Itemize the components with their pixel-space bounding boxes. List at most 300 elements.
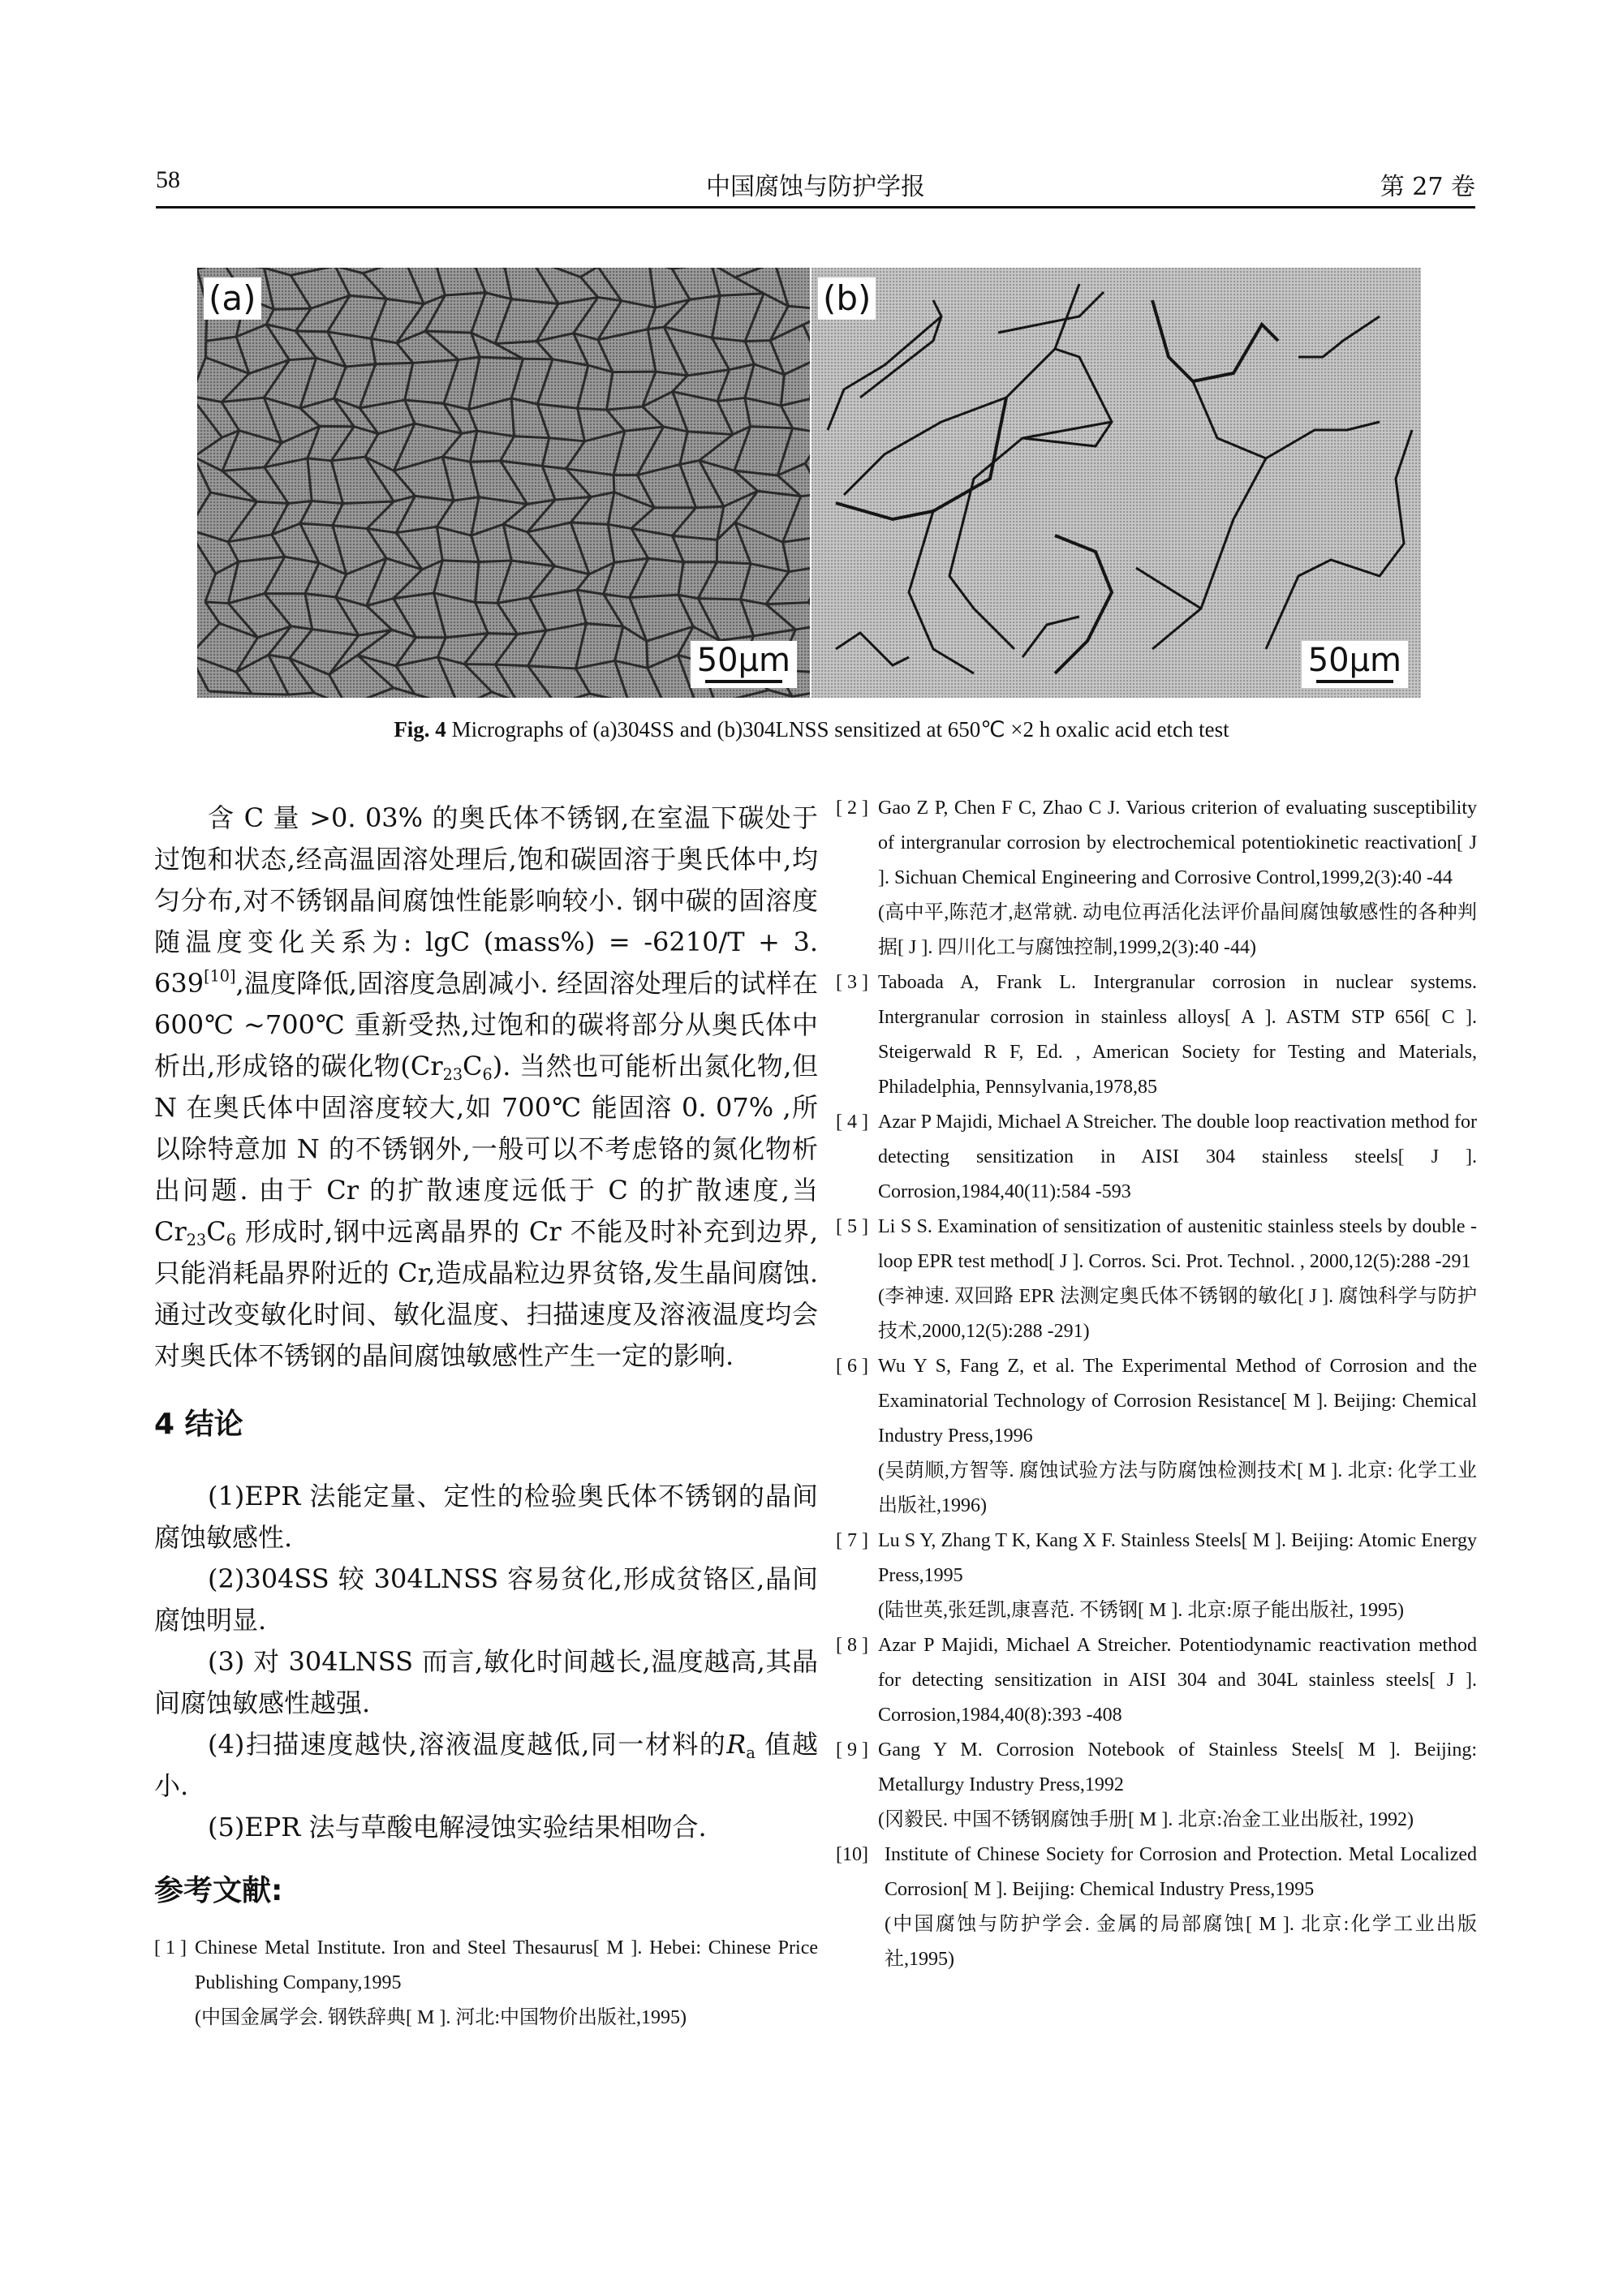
grain-boundary: [590, 694, 629, 698]
grain-boundary: [331, 457, 365, 461]
page-number: 58: [156, 166, 180, 193]
grain-boundary: [434, 561, 443, 593]
symbol: R: [726, 1729, 747, 1760]
grain-boundary: [477, 431, 514, 436]
grain-boundary: [711, 268, 720, 295]
grain-boundary: [495, 299, 511, 344]
grain-boundary: [615, 660, 648, 668]
grain-boundary: [405, 363, 413, 400]
grain-boundary: [272, 535, 285, 557]
grain-boundary: [462, 431, 477, 433]
grain-boundary: [329, 635, 359, 674]
grain-boundary: [584, 431, 624, 441]
grain-boundary: [577, 590, 604, 594]
grain-boundary: [741, 600, 766, 604]
reference-en: Institute of Chinese Society for Corrosion and Protection. Metal Localized Corrosion[ M ]. Beijing: Chemical Industry Press,1995: [885, 1844, 1477, 1900]
grain-boundary: [434, 593, 446, 638]
grain-boundary: [228, 542, 239, 561]
grain-boundary: [1193, 381, 1380, 458]
reference-zh: (中国金属学会. 钢铁辞典[ M ]. 河北:中国物价出版社,1995): [195, 2007, 687, 2028]
grain-boundary: [576, 669, 590, 694]
grain-boundary: [501, 461, 527, 504]
grain-boundary: [745, 364, 754, 398]
conclusion-item: (5)EPR 法与草酸电解浸蚀实验结果相吻合.: [208, 1812, 707, 1842]
conclusion-item: (1)EPR 法能定量、定性的检验奥氏体不锈钢的晶间腐蚀敏感性.: [154, 1481, 818, 1553]
grain-boundary: [673, 535, 684, 561]
grain-boundary: [735, 268, 775, 277]
grain-boundary: [464, 664, 492, 692]
text-run: C: [206, 1216, 226, 1247]
grain-boundary: [687, 432, 733, 435]
grain-boundary: [576, 623, 587, 669]
grain-boundary: [476, 602, 489, 633]
grain-boundary: [542, 466, 555, 500]
grain-boundary: [265, 594, 291, 626]
grain-boundary: [471, 535, 479, 562]
reference-en: Gang Y M. Corrosion Notebook of Stainless Steels[ M ]. Beijing: Metallurgy Industry Press,1992: [878, 1739, 1477, 1795]
grain-boundary: [712, 338, 745, 341]
grain-boundary: [197, 268, 223, 269]
grain-boundary: [735, 277, 764, 294]
grain-boundary: [1152, 458, 1266, 649]
grain-boundary: [305, 563, 319, 594]
grain-boundary: [288, 693, 314, 694]
grain-boundary: [396, 533, 422, 570]
scale-bar-label-a: 50μm: [696, 642, 790, 679]
grain-boundary: [205, 358, 248, 374]
grain-boundary: [290, 630, 312, 659]
grain-boundary: [300, 523, 319, 563]
grain-boundary: [678, 595, 698, 598]
grain-boundary: [844, 284, 1079, 495]
grain-boundary: [197, 530, 228, 542]
grain-boundary: [606, 406, 642, 410]
grain-boundary: [555, 497, 591, 500]
grain-boundary: [205, 574, 216, 602]
grain-boundary: [745, 342, 754, 364]
grain-boundary: [497, 603, 518, 634]
grain-boundary: [570, 522, 608, 524]
scale-bar-b: [1302, 641, 1408, 688]
grain-boundary: [580, 268, 597, 277]
grain-boundary: [329, 674, 347, 698]
grain-boundary: [413, 359, 458, 363]
grain-boundary: [606, 410, 624, 431]
grain-boundary: [578, 365, 588, 408]
grain-boundary: [469, 410, 477, 432]
grain-boundary: [608, 524, 614, 562]
reference-item: [836, 1838, 1477, 1977]
grain-boundary: [265, 467, 288, 504]
reference-number: [ 1 ]: [154, 1937, 187, 1958]
grain-boundary: [454, 497, 479, 501]
reference-zh: (李神速. 双回路 EPR 法测定奥氏体不锈钢的敏化[ J ]. 腐蚀科学与防护技术,2000,12(5):288 -291): [878, 1286, 1477, 1342]
subscript: 6: [482, 1064, 493, 1084]
grain-boundary: [783, 497, 801, 543]
grain-boundary: [648, 329, 656, 372]
grain-boundary: [647, 641, 648, 668]
grain-boundary: [598, 301, 622, 340]
grain-boundary: [613, 475, 614, 492]
grain-boundary: [256, 501, 288, 503]
grain-boundary: [696, 506, 724, 507]
grain-boundary: [464, 634, 488, 664]
grain-boundary: [734, 471, 777, 475]
grain-boundary: [712, 338, 729, 369]
grain-boundary: [649, 268, 656, 307]
grain-boundary: [367, 599, 394, 606]
grain-boundary: [291, 268, 335, 275]
grain-boundary: [331, 427, 354, 461]
grain-boundary: [1022, 617, 1079, 657]
grain-network-b: [812, 268, 1421, 698]
grain-boundary: [228, 535, 272, 542]
grain-boundary: [803, 325, 810, 359]
grain-boundary: [458, 357, 480, 359]
grain-boundary: [720, 294, 764, 296]
reference-item: [836, 1105, 1477, 1210]
grain-boundary: [766, 603, 808, 604]
grain-boundary: [503, 504, 527, 524]
references-heading: 参考文献:: [154, 1874, 283, 1907]
grain-boundary: [741, 600, 754, 636]
grain-boundary: [783, 542, 790, 571]
grain-boundary: [425, 331, 471, 333]
grain-boundary: [1055, 535, 1112, 673]
grain-boundary: [425, 331, 458, 359]
grain-boundary: [394, 471, 415, 496]
grain-boundary: [673, 376, 687, 392]
grain-boundary: [795, 624, 810, 630]
grain-boundary: [350, 295, 386, 299]
grain-boundary: [673, 508, 696, 536]
grain-boundary: [394, 424, 415, 471]
text-run: ,温度降低,固溶度急剧减小. 经固溶处理后的试样在 600℃ ~700℃ 重新受热,过饱和的碳将部分从奥氏体中析出,形成铬的碳化物(Cr: [154, 968, 818, 1081]
grain-boundary: [236, 672, 252, 694]
grain-boundary: [300, 358, 316, 408]
grain-boundary: [495, 664, 517, 698]
grain-boundary: [405, 400, 415, 424]
running-head: [156, 166, 1475, 207]
grain-boundary: [698, 599, 740, 600]
grain-boundary: [511, 398, 537, 404]
volume-label: 第 27 卷: [1380, 173, 1475, 201]
grain-boundary: [363, 268, 404, 273]
grain-boundary: [648, 558, 684, 562]
grain-boundary: [531, 268, 558, 303]
reference-en: Wu Y S, Fang Z, et al. The Experimental Method of Corrosion and the Examinatorial Technology of Corrosion Resistance[ M ]. Beijing: Chemical Industry Press,1996: [878, 1356, 1477, 1447]
reference-number: [ 7 ]: [836, 1530, 868, 1551]
grain-boundary: [514, 436, 549, 438]
grain-boundary: [598, 297, 622, 300]
grain-boundary: [529, 566, 554, 598]
grain-boundary: [308, 458, 312, 501]
scale-bar-line-b: [1316, 680, 1393, 683]
grain-boundary: [470, 431, 476, 462]
reference-item: [154, 1931, 818, 2036]
grain-boundary: [577, 590, 586, 623]
grain-boundary: [801, 494, 810, 496]
reference-en: Azar P Majidi, Michael A Streicher. Potentiodynamic reactivation method for detecting sensitization in AISI 304 and 304L stainless steels[ J ]. Corrosion,1984,40(8):393 -408: [878, 1635, 1477, 1726]
grain-boundary: [206, 337, 236, 341]
grain-boundary: [615, 660, 629, 698]
grain-boundary: [464, 664, 495, 665]
text-run: ). 当然也可能析出氮化物,但 N 在奥氏体中固溶度较大,如 700℃ 能固溶 0. 07% ,所以除特意加 N 的不锈钢外,一般可以不考虑铬的氮化物析出问题. 由于 Cr 的扩散速度远低于 C 的扩散速度,当 Cr: [154, 1051, 818, 1247]
grain-boundary: [459, 692, 492, 698]
grain-boundary: [637, 464, 680, 475]
grain-boundary: [542, 438, 549, 467]
grain-boundary: [471, 524, 504, 535]
scale-bar-line-a: [705, 680, 782, 683]
grain-boundary: [622, 301, 656, 307]
grain-boundary: [717, 370, 730, 402]
grain-boundary: [608, 492, 614, 525]
grain-boundary: [228, 501, 256, 542]
grain-boundary: [745, 341, 770, 342]
grain-boundary: [546, 623, 586, 630]
grain-boundary: [305, 594, 312, 630]
grain-boundary: [909, 511, 974, 673]
grain-boundary: [479, 497, 527, 505]
reference-item: [836, 1524, 1477, 1628]
grain-boundary: [537, 404, 549, 438]
grain-boundary: [394, 457, 442, 471]
grain-boundary: [367, 528, 396, 532]
grain-boundary: [476, 602, 497, 603]
reference-en: Azar P Majidi, Michael A Streicher. The double loop reactivation method for detecting sensitization in AISI 304 stainless steels[ J ]. Corrosion,1984,40(11):584 -593: [878, 1111, 1477, 1202]
grain-boundary: [836, 633, 909, 665]
grain-boundary: [808, 603, 810, 624]
grain-boundary: [754, 630, 796, 636]
grain-boundary: [239, 557, 285, 561]
grain-boundary: [805, 463, 810, 494]
journal-title: 中国腐蚀与防护学报: [706, 173, 925, 201]
grain-boundary: [476, 562, 479, 603]
grain-boundary: [578, 408, 585, 441]
grain-boundary: [580, 277, 597, 297]
grain-boundary: [630, 558, 648, 597]
conclusion-item: (2)304SS 较 304LNSS 容易贫化,形成贫铬区,晶间腐蚀明显.: [154, 1563, 818, 1636]
grain-boundary: [712, 295, 720, 338]
grain-boundary: [717, 398, 745, 401]
text-run: 值越小.: [154, 1729, 818, 1801]
grain-boundary: [566, 441, 585, 469]
grain-boundary: [720, 636, 754, 641]
grain-boundary: [511, 299, 558, 304]
reference-item: [836, 1733, 1477, 1838]
grain-boundary: [205, 602, 229, 604]
grain-boundary: [511, 359, 523, 398]
reference-zh: (高中平,陈范才,赵常就. 动电位再活化法评价晶间腐蚀敏感性的各种判据[ J ]. 四川化工与腐蚀控制,1999,2(3):40 -44): [878, 902, 1477, 958]
grain-boundary: [566, 469, 613, 475]
grain-boundary: [537, 404, 577, 408]
grain-boundary: [437, 657, 458, 698]
grain-boundary: [265, 557, 285, 593]
grain-boundary: [678, 562, 683, 595]
grain-boundary: [643, 406, 664, 427]
grain-boundary: [445, 293, 485, 295]
reference-number: [ 9 ]: [836, 1739, 868, 1761]
grain-boundary: [680, 461, 700, 465]
grain-boundary: [367, 501, 394, 528]
grain-boundary: [342, 501, 394, 503]
grain-boundary: [656, 372, 687, 376]
grain-boundary: [495, 344, 523, 359]
grain-boundary: [673, 392, 688, 432]
grain-boundary: [505, 268, 511, 299]
grain-boundary: [998, 292, 1104, 333]
conclusion-item: [154, 1724, 818, 1807]
grain-boundary: [264, 398, 299, 408]
grain-boundary: [808, 565, 810, 602]
reference-number: [ 4 ]: [836, 1111, 868, 1133]
figure-4: [197, 268, 1421, 698]
grain-boundary: [367, 528, 386, 558]
grain-boundary: [648, 327, 664, 329]
grain-boundary: [442, 457, 454, 501]
grain-boundary: [222, 373, 249, 402]
grain-boundary: [442, 433, 462, 457]
grain-boundary: [222, 398, 264, 402]
grain-boundary: [536, 303, 558, 341]
grain-boundary: [637, 427, 663, 475]
grain-boundary: [717, 401, 733, 434]
text-run: C: [463, 1051, 483, 1081]
text-run: 含 C 量 >0. 03% 的奥氏体不锈钢,在室温下碳处于过饱和状态,经高温固溶处理后,饱和碳固溶于奥氏体中,均匀分布,对不锈钢晶间腐蚀性能影响较小. 钢中碳的固溶度随温度变化关系为: lgC (mass%) = -6210/T + 3. 639: [154, 802, 818, 999]
reference-zh: (陆世英,张廷凯,康喜范. 不锈钢[ M ]. 北京:原子能出版社, 1995): [878, 1600, 1404, 1621]
grain-boundary: [672, 268, 711, 269]
grain-boundary: [591, 492, 614, 497]
grain-boundary: [570, 522, 589, 574]
section-heading-conclusions: 4 结论: [154, 1408, 243, 1441]
grain-boundary: [371, 299, 386, 338]
grain-boundary: [405, 268, 424, 304]
grain-boundary: [300, 398, 334, 408]
grain-boundary: [566, 469, 592, 497]
grain-boundary: [751, 427, 793, 428]
grain-boundary: [222, 467, 265, 471]
grain-boundary: [781, 406, 792, 428]
grain-boundary: [197, 457, 222, 471]
grain-boundary: [527, 532, 554, 566]
grain-boundary: [396, 527, 437, 532]
grain-boundary: [613, 431, 625, 475]
grain-boundary: [542, 466, 566, 468]
grain-boundary: [197, 492, 210, 529]
grain-boundary: [631, 508, 654, 529]
grain-boundary: [518, 630, 547, 634]
grain-boundary: [598, 329, 648, 340]
scale-bar-a: [691, 641, 797, 688]
grain-boundary: [197, 358, 205, 397]
grain-boundary: [442, 561, 479, 562]
text-run: (4)扫描速度越快,溶液温度越低,同一材料的: [208, 1729, 727, 1760]
grain-boundary: [554, 566, 589, 574]
grain-boundary: [289, 358, 316, 359]
grain-boundary: [528, 666, 576, 669]
grain-boundary: [197, 437, 222, 457]
grain-boundary: [741, 564, 751, 600]
grain-boundary: [437, 527, 471, 535]
grain-boundary: [334, 367, 346, 398]
micrograph-a: [197, 268, 810, 698]
reference-item: [836, 965, 1477, 1105]
grain-boundary: [397, 343, 413, 363]
reference-number: [ 3 ]: [836, 972, 868, 993]
grain-boundary: [648, 307, 655, 329]
grain-boundary: [437, 638, 446, 657]
citation[interactable]: [10]: [204, 966, 236, 986]
grain-boundary: [574, 333, 588, 365]
grain-boundary: [777, 428, 792, 475]
caption-label: Fig. 4: [394, 717, 446, 742]
grain-boundary: [1266, 430, 1412, 649]
reference-item: [836, 1628, 1477, 1733]
reference-en: Taboada A, Frank L. Intergranular corrosion in nuclear systems. Intergranular corrosion in stainless alloys[ A ]. ASTM STP 656[ C ]. Steigerwald R F, Ed. , American Society for Testing and Materials, Philadelphia, Pennsylvania,1978,85: [878, 972, 1477, 1098]
reference-zh: (冈毅民. 中国不锈钢腐蚀手册[ M ]. 北京:冶金工业出版社, 1992): [878, 1809, 1414, 1830]
grain-boundary: [442, 457, 470, 462]
right-column: [836, 791, 1477, 1977]
grain-boundary: [717, 562, 751, 564]
header-rule: [156, 206, 1475, 209]
grain-boundary: [295, 331, 316, 358]
grain-boundary: [415, 424, 462, 433]
grain-boundary: [649, 268, 672, 269]
reference-en: Lu S Y, Zhang T K, Kang X F. Stainless Steels[ M ]. Beijing: Atomic Energy Press,1995: [878, 1530, 1477, 1586]
grain-boundary: [553, 359, 588, 365]
grain-boundary: [333, 503, 343, 525]
grain-boundary: [672, 269, 690, 299]
grain-boundary: [264, 398, 282, 443]
grain-boundary: [239, 431, 282, 443]
grain-boundary: [615, 626, 623, 660]
grain-boundary: [680, 464, 696, 507]
grain-boundary: [312, 630, 359, 635]
grain-boundary: [700, 435, 733, 461]
grain-boundary: [444, 359, 458, 403]
conclusion-item: (3) 对 304LNSS 而言,敏化时间越长,温度越高,其晶间腐蚀敏感性越强.: [154, 1646, 818, 1718]
reference-en: Gao Z P, Chen F C, Zhao C J. Various criterion of evaluating susceptibility of intergranular corrosion by electrochemical potentiokinetic reactivation[ J ]. Sichuan Chemical Engineering and Corrosive Control,1999,2(3):40 -44: [878, 798, 1477, 888]
grain-boundary: [469, 398, 512, 409]
grain-boundary: [300, 523, 333, 526]
grain-boundary: [222, 402, 239, 431]
grain-boundary: [673, 392, 717, 402]
grain-boundary: [860, 316, 941, 398]
grain-boundary: [371, 338, 396, 342]
grain-boundary: [495, 342, 536, 344]
grain-boundary: [529, 590, 576, 597]
grain-boundary: [678, 595, 693, 626]
body-paragraph: [154, 798, 818, 1377]
grain-boundary: [497, 598, 529, 604]
grain-boundary: [836, 398, 1006, 519]
grain-boundary: [586, 623, 622, 626]
grain-boundary: [236, 325, 266, 337]
grain-boundary: [631, 528, 673, 535]
grain-boundary: [604, 594, 630, 597]
grain-boundary: [264, 268, 273, 309]
grain-boundary: [614, 558, 648, 562]
grain-boundary: [437, 527, 442, 561]
grain-boundary: [805, 433, 810, 463]
reference-en: Chinese Metal Institute. Iron and Steel Thesaurus[ M ]. Hebei: Chinese Price Publishing Company,1995: [195, 1937, 818, 1993]
grain-boundary: [598, 340, 613, 372]
reference-zh: (吴荫顺,方智等. 腐蚀试验方法与防腐蚀检测技术[ M ]. 北京: 化学工业出版社,1996): [878, 1460, 1477, 1516]
reference-item: [836, 1210, 1477, 1349]
left-column: [154, 798, 818, 2036]
grain-boundary: [604, 594, 623, 626]
grain-boundary: [437, 501, 454, 527]
